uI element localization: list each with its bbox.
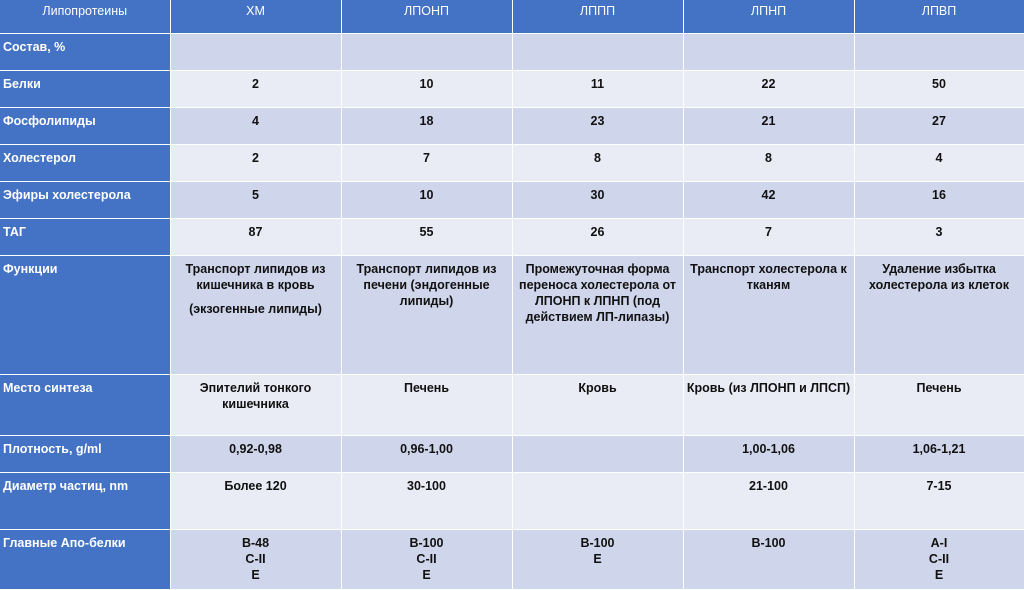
table-cell: 18 bbox=[341, 108, 512, 145]
table-cell: Эпителий тонкого кишечника bbox=[170, 375, 341, 436]
table-cell bbox=[512, 530, 683, 590]
table-cell: 2 bbox=[170, 145, 341, 182]
table-cell bbox=[683, 34, 854, 71]
header-cell-hm: ХМ bbox=[170, 0, 341, 34]
table-cell: 27 bbox=[854, 108, 1024, 145]
apo-protein: А-I bbox=[930, 536, 948, 550]
row-label: Состав, % bbox=[0, 34, 170, 71]
header-cell-lpnp: ЛПНП bbox=[683, 0, 854, 34]
table-row-proteins bbox=[0, 71, 1024, 108]
cell-subtext: (экзогенные липиды) bbox=[189, 302, 322, 316]
table-cell: 23 bbox=[512, 108, 683, 145]
header-cell-lponp: ЛПОНП bbox=[341, 0, 512, 34]
table-cell: Печень bbox=[341, 375, 512, 436]
row-label: Главные Апо-белки bbox=[0, 530, 170, 590]
table-cell: 26 bbox=[512, 219, 683, 256]
table-cell: 1,00-1,06 bbox=[683, 436, 854, 473]
table-cell: 30 bbox=[512, 182, 683, 219]
apo-protein: В-48 bbox=[241, 536, 270, 550]
apo-protein: Е bbox=[593, 552, 602, 566]
table-cell bbox=[170, 256, 341, 375]
table-cell: 21-100 bbox=[683, 473, 854, 530]
table-cell: Транспорт липидов из печени (эндогенные липиды) bbox=[341, 256, 512, 375]
table-cell: 7 bbox=[683, 219, 854, 256]
row-label: ТАГ bbox=[0, 219, 170, 256]
table-cell bbox=[341, 34, 512, 71]
table-cell: 42 bbox=[683, 182, 854, 219]
table-cell: Печень bbox=[854, 375, 1024, 436]
table-row-phospholipids bbox=[0, 108, 1024, 145]
table-row-apo-proteins bbox=[0, 530, 1024, 590]
row-label: Эфиры холестерола bbox=[0, 182, 170, 219]
table-cell: 11 bbox=[512, 71, 683, 108]
table-cell: 87 bbox=[170, 219, 341, 256]
table-cell: 4 bbox=[170, 108, 341, 145]
table-row-tag bbox=[0, 219, 1024, 256]
table-cell bbox=[512, 436, 683, 473]
apo-protein: В-100 bbox=[580, 536, 615, 550]
table-cell: Транспорт холестерола к тканям bbox=[683, 256, 854, 375]
header-cell-lipoproteins: Липопротеины bbox=[0, 0, 170, 34]
table-row-synthesis-site bbox=[0, 375, 1024, 436]
table-cell: 4 bbox=[854, 145, 1024, 182]
table-cell: Кровь (из ЛПОНП и ЛПСП) bbox=[683, 375, 854, 436]
table-cell: 10 bbox=[341, 182, 512, 219]
apo-protein: Е bbox=[934, 568, 944, 582]
apo-protein: С-II bbox=[416, 552, 437, 566]
table-cell bbox=[512, 34, 683, 71]
table-cell: 5 bbox=[170, 182, 341, 219]
table-row-cholesterol-esters bbox=[0, 182, 1024, 219]
table-row-cholesterol bbox=[0, 145, 1024, 182]
cell-text: Транспорт липидов из кишечника в кровь bbox=[185, 262, 326, 292]
apo-protein: Е bbox=[422, 568, 431, 582]
row-label: Белки bbox=[0, 71, 170, 108]
table-cell bbox=[170, 530, 341, 590]
table-cell: 55 bbox=[341, 219, 512, 256]
table-row-density bbox=[0, 436, 1024, 473]
table-cell: 7-15 bbox=[854, 473, 1024, 530]
table-cell bbox=[512, 473, 683, 530]
table-cell: 16 bbox=[854, 182, 1024, 219]
table-cell bbox=[170, 34, 341, 71]
table-cell: Кровь bbox=[512, 375, 683, 436]
apo-protein: В-100 bbox=[409, 536, 444, 550]
table-row-functions bbox=[0, 256, 1024, 375]
table-row-diameter bbox=[0, 473, 1024, 530]
row-label: Функции bbox=[0, 256, 170, 375]
apo-protein: В-100 bbox=[751, 536, 786, 550]
table-cell: 21 bbox=[683, 108, 854, 145]
table-cell: 50 bbox=[854, 71, 1024, 108]
table-cell: 0,92-0,98 bbox=[170, 436, 341, 473]
table-cell bbox=[683, 530, 854, 590]
apo-protein: С-II bbox=[245, 552, 266, 566]
row-label: Место синтеза bbox=[0, 375, 170, 436]
table-cell: Более 120 bbox=[170, 473, 341, 530]
table-cell: Промежуточная форма переноса холестерола от ЛПОНП к ЛПНП (под действием ЛП-липазы) bbox=[512, 256, 683, 375]
table-cell bbox=[854, 34, 1024, 71]
table-cell: 10 bbox=[341, 71, 512, 108]
table-cell: Удаление избытка холестерола из клеток bbox=[854, 256, 1024, 375]
table-cell: 22 bbox=[683, 71, 854, 108]
table-cell: 3 bbox=[854, 219, 1024, 256]
table-cell: 8 bbox=[512, 145, 683, 182]
row-label: Холестерол bbox=[0, 145, 170, 182]
table-cell: 0,96-1,00 bbox=[341, 436, 512, 473]
table-cell: 30-100 bbox=[341, 473, 512, 530]
table-cell bbox=[341, 530, 512, 590]
table-cell bbox=[854, 530, 1024, 590]
table-cell: 2 bbox=[170, 71, 341, 108]
apo-protein: С-II bbox=[928, 552, 950, 566]
header-cell-lppp: ЛППП bbox=[512, 0, 683, 34]
row-label: Фосфолипиды bbox=[0, 108, 170, 145]
table-row-composition bbox=[0, 34, 1024, 71]
table-cell: 7 bbox=[341, 145, 512, 182]
table-cell: 8 bbox=[683, 145, 854, 182]
apo-protein: Е bbox=[251, 568, 260, 582]
row-label: Плотность, g/ml bbox=[0, 436, 170, 473]
header-row bbox=[0, 0, 1024, 34]
table-cell: 1,06-1,21 bbox=[854, 436, 1024, 473]
row-label: Диаметр частиц, nm bbox=[0, 473, 170, 530]
header-cell-lpvp: ЛПВП bbox=[854, 0, 1024, 34]
